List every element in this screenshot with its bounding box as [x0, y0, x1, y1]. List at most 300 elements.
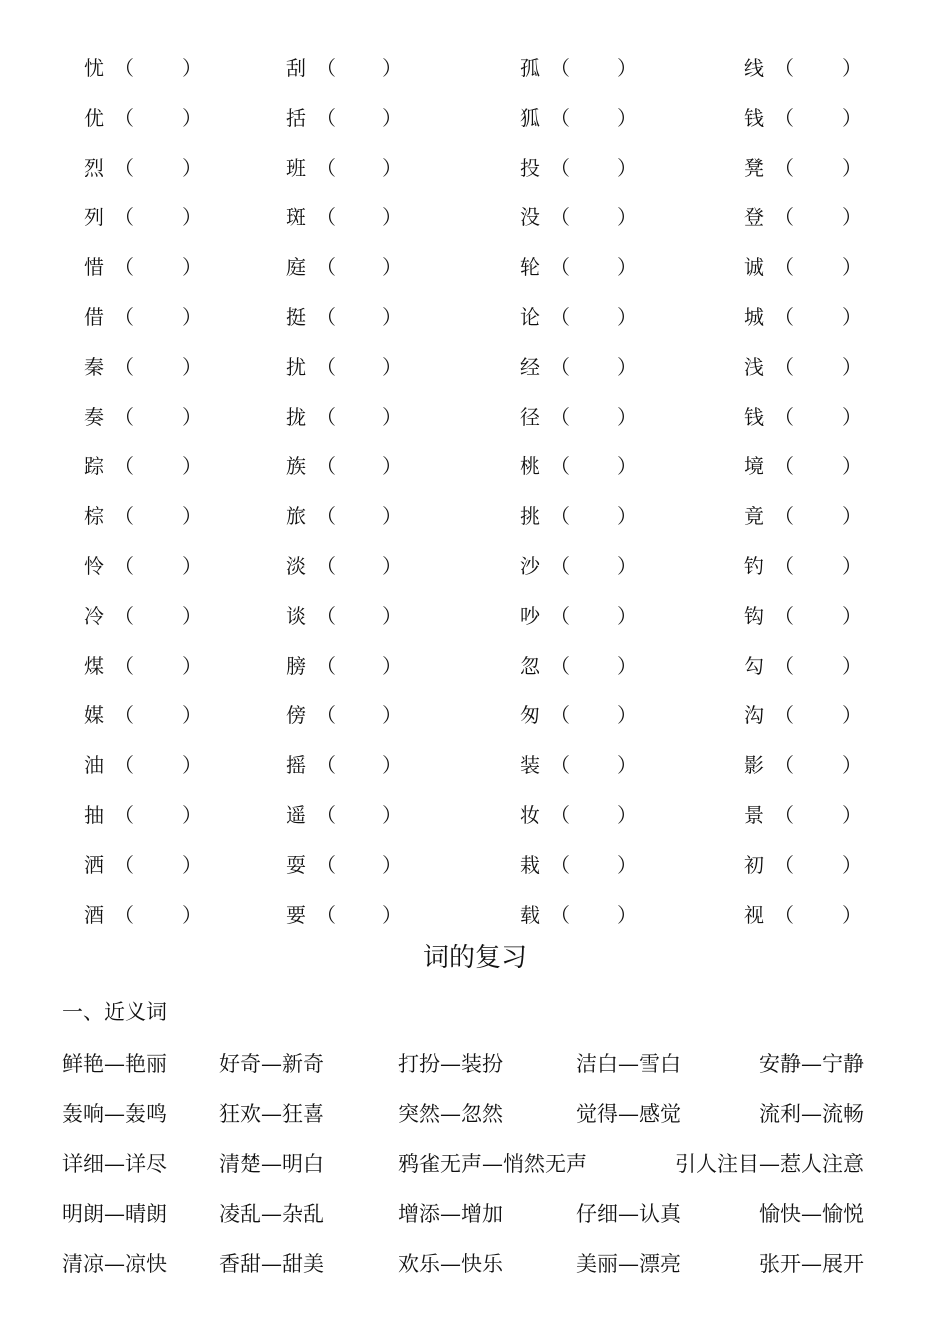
char-label: 秦	[84, 354, 104, 379]
char-blank-item	[520, 247, 720, 287]
paren-open: （	[774, 454, 794, 479]
paren-close: ）	[382, 653, 402, 678]
paren-close: ）	[842, 354, 862, 379]
char-blank-item	[286, 795, 486, 835]
char-blank-item	[520, 197, 720, 237]
char-label: 媒	[84, 703, 104, 728]
char-blank-item	[84, 48, 284, 88]
char-blank-item	[520, 397, 720, 437]
paren-close: ）	[182, 255, 202, 280]
char-row	[0, 247, 950, 287]
paren-close: ）	[617, 653, 637, 678]
char-blank-item	[520, 48, 720, 88]
char-label: 钱	[744, 404, 764, 429]
paren-open: （	[114, 603, 134, 628]
char-label: 影	[744, 753, 764, 778]
synonym-pair: 流利—流畅	[759, 1102, 864, 1126]
paren-open: （	[316, 753, 336, 778]
char-blank-item	[744, 397, 944, 437]
paren-open: （	[316, 56, 336, 80]
paren-close: ）	[617, 603, 637, 628]
paren-open: （	[774, 56, 794, 80]
paren-close: ）	[182, 852, 202, 877]
char-label: 惜	[84, 255, 104, 280]
paren-close: ）	[842, 803, 862, 827]
paren-open: （	[114, 155, 134, 180]
paren-close: ）	[842, 56, 862, 80]
synonym-pair: 打扮—装扮	[398, 1052, 503, 1076]
char-label: 装	[520, 753, 540, 778]
paren-open: （	[774, 603, 794, 628]
paren-open: （	[114, 852, 134, 877]
paren-open: （	[114, 803, 134, 827]
synonym-pair: 增添—增加	[398, 1202, 503, 1226]
synonym-pair: 鲜艳—艳丽	[62, 1052, 167, 1076]
char-blank-item	[744, 297, 944, 337]
paren-open: （	[316, 305, 336, 329]
char-label: 列	[84, 205, 104, 230]
paren-open: （	[114, 105, 134, 130]
paren-close: ）	[182, 305, 202, 329]
paren-close: ）	[842, 155, 862, 180]
paren-open: （	[550, 404, 570, 429]
char-label: 刮	[286, 56, 306, 80]
char-label: 孤	[520, 56, 540, 80]
char-blank-item	[84, 247, 284, 287]
char-row	[0, 845, 950, 885]
paren-close: ）	[842, 653, 862, 678]
char-label: 栽	[520, 852, 540, 877]
paren-close: ）	[382, 902, 402, 927]
char-label: 论	[520, 305, 540, 329]
char-label: 烈	[84, 155, 104, 180]
paren-open: （	[316, 852, 336, 877]
synonym-pair: 好奇—新奇	[219, 1052, 324, 1076]
char-blank-item	[286, 247, 486, 287]
char-label: 妆	[520, 803, 540, 827]
char-blank-item	[520, 496, 720, 536]
char-blank-item	[286, 297, 486, 337]
paren-open: （	[774, 753, 794, 778]
char-label: 没	[520, 205, 540, 230]
paren-close: ）	[382, 404, 402, 429]
char-row	[0, 446, 950, 486]
char-label: 洒	[84, 852, 104, 877]
paren-open: （	[550, 852, 570, 877]
paren-open: （	[316, 155, 336, 180]
char-label: 摇	[286, 753, 306, 778]
paren-open: （	[550, 255, 570, 280]
page-title: 词的复习	[422, 943, 527, 973]
paren-close: ）	[617, 404, 637, 429]
paren-close: ）	[842, 305, 862, 329]
paren-close: ）	[382, 56, 402, 80]
paren-open: （	[316, 653, 336, 678]
char-blank-item	[84, 98, 284, 138]
synonym-row	[0, 1194, 950, 1234]
paren-close: ）	[842, 703, 862, 728]
paren-open: （	[774, 205, 794, 230]
synonym-pair: 愉快—愉悦	[759, 1202, 864, 1226]
paren-close: ）	[617, 753, 637, 778]
paren-open: （	[550, 902, 570, 927]
paren-close: ）	[182, 753, 202, 778]
char-blank-item	[744, 745, 944, 785]
paren-close: ）	[382, 753, 402, 778]
char-blank-item	[286, 98, 486, 138]
synonym-pair: 美丽—漂亮	[576, 1252, 681, 1276]
paren-close: ）	[182, 554, 202, 578]
paren-close: ）	[617, 703, 637, 728]
char-label: 沙	[520, 554, 540, 578]
char-blank-item	[84, 446, 284, 486]
synonym-row	[0, 1244, 950, 1284]
char-blank-item	[744, 546, 944, 586]
char-blank-item	[84, 646, 284, 686]
char-label: 吵	[520, 603, 540, 628]
char-blank-item	[84, 197, 284, 237]
synonym-pair: 清楚—明白	[219, 1152, 324, 1176]
paren-open: （	[774, 155, 794, 180]
paren-close: ）	[382, 852, 402, 877]
char-blank-item	[744, 695, 944, 735]
char-blank-item	[744, 646, 944, 686]
paren-close: ）	[182, 155, 202, 180]
paren-open: （	[114, 205, 134, 230]
char-blank-item	[286, 895, 486, 935]
char-row	[0, 546, 950, 586]
paren-open: （	[114, 305, 134, 329]
synonym-pair: 突然—忽然	[398, 1102, 503, 1126]
char-blank-item	[744, 596, 944, 636]
char-label: 踪	[84, 454, 104, 479]
char-blank-item	[520, 297, 720, 337]
char-blank-item	[286, 48, 486, 88]
paren-close: ）	[382, 205, 402, 230]
paren-open: （	[316, 454, 336, 479]
char-label: 线	[744, 56, 764, 80]
paren-open: （	[550, 454, 570, 479]
char-label: 要	[286, 902, 306, 927]
char-blank-item	[286, 596, 486, 636]
char-blank-item	[744, 347, 944, 387]
synonym-pair: 明朗—晴朗	[62, 1202, 167, 1226]
char-row	[0, 596, 950, 636]
char-blank-item	[84, 148, 284, 188]
char-blank-item	[286, 546, 486, 586]
synonym-pair: 狂欢—狂喜	[219, 1102, 324, 1126]
paren-open: （	[550, 653, 570, 678]
paren-open: （	[774, 255, 794, 280]
char-blank-item	[520, 795, 720, 835]
paren-close: ）	[617, 354, 637, 379]
synonym-pair: 仔细—认真	[576, 1202, 681, 1226]
char-label: 怜	[84, 554, 104, 578]
synonym-row	[0, 1094, 950, 1134]
char-label: 谈	[286, 603, 306, 628]
char-label: 膀	[286, 653, 306, 678]
paren-close: ）	[182, 454, 202, 479]
char-label: 挑	[520, 504, 540, 529]
paren-open: （	[774, 504, 794, 529]
char-label: 括	[286, 105, 306, 130]
paren-close: ）	[617, 56, 637, 80]
synonym-pair: 张开—展开	[759, 1252, 864, 1276]
paren-close: ）	[382, 554, 402, 578]
paren-close: ）	[182, 205, 202, 230]
paren-close: ）	[617, 852, 637, 877]
paren-open: （	[774, 902, 794, 927]
char-blank-item	[520, 695, 720, 735]
char-label: 遥	[286, 803, 306, 827]
paren-close: ）	[842, 902, 862, 927]
char-blank-item	[520, 546, 720, 586]
paren-open: （	[316, 554, 336, 578]
paren-open: （	[316, 603, 336, 628]
char-blank-item	[286, 745, 486, 785]
char-label: 淡	[286, 554, 306, 578]
char-label: 挺	[286, 305, 306, 329]
char-label: 诚	[744, 255, 764, 280]
char-label: 庭	[286, 255, 306, 280]
paren-open: （	[550, 105, 570, 130]
paren-close: ）	[617, 155, 637, 180]
paren-open: （	[774, 852, 794, 877]
paren-open: （	[316, 105, 336, 130]
paren-close: ）	[842, 454, 862, 479]
paren-close: ）	[182, 703, 202, 728]
paren-open: （	[114, 504, 134, 529]
char-blank-item	[286, 197, 486, 237]
paren-close: ）	[842, 753, 862, 778]
paren-close: ）	[382, 703, 402, 728]
char-label: 棕	[84, 504, 104, 529]
char-blank-item	[84, 397, 284, 437]
char-row	[0, 795, 950, 835]
char-row	[0, 297, 950, 337]
paren-open: （	[550, 554, 570, 578]
char-blank-item	[744, 845, 944, 885]
paren-close: ）	[617, 105, 637, 130]
paren-close: ）	[182, 902, 202, 927]
paren-close: ）	[617, 255, 637, 280]
paren-open: （	[774, 703, 794, 728]
paren-open: （	[550, 603, 570, 628]
paren-close: ）	[842, 603, 862, 628]
char-label: 斑	[286, 205, 306, 230]
paren-close: ）	[182, 105, 202, 130]
paren-close: ）	[842, 852, 862, 877]
paren-open: （	[316, 354, 336, 379]
char-row	[0, 895, 950, 935]
paren-close: ）	[842, 105, 862, 130]
char-row	[0, 347, 950, 387]
char-label: 冷	[84, 603, 104, 628]
paren-open: （	[774, 354, 794, 379]
paren-close: ）	[382, 803, 402, 827]
char-blank-item	[286, 496, 486, 536]
synonym-pair: 轰响—轰鸣	[62, 1102, 167, 1126]
paren-open: （	[550, 504, 570, 529]
section-heading: 一、近义词	[62, 1000, 167, 1024]
paren-close: ）	[182, 404, 202, 429]
char-blank-item	[520, 347, 720, 387]
paren-close: ）	[617, 454, 637, 479]
paren-open: （	[774, 305, 794, 329]
char-label: 投	[520, 155, 540, 180]
char-label: 忽	[520, 653, 540, 678]
paren-close: ）	[617, 305, 637, 329]
paren-close: ）	[382, 454, 402, 479]
paren-open: （	[114, 653, 134, 678]
paren-close: ）	[382, 255, 402, 280]
char-row	[0, 646, 950, 686]
char-blank-item	[520, 646, 720, 686]
paren-close: ）	[182, 56, 202, 80]
char-blank-item	[84, 845, 284, 885]
char-blank-item	[744, 48, 944, 88]
paren-open: （	[774, 653, 794, 678]
char-label: 旅	[286, 504, 306, 529]
char-blank-item	[744, 496, 944, 536]
char-label: 轮	[520, 255, 540, 280]
char-label: 优	[84, 105, 104, 130]
paren-open: （	[114, 454, 134, 479]
char-label: 奏	[84, 404, 104, 429]
char-label: 经	[520, 354, 540, 379]
paren-close: ）	[182, 354, 202, 379]
paren-close: ）	[842, 404, 862, 429]
char-row	[0, 98, 950, 138]
paren-open: （	[550, 305, 570, 329]
paren-open: （	[114, 56, 134, 80]
char-blank-item	[520, 596, 720, 636]
char-blank-item	[84, 297, 284, 337]
synonym-pair: 鸦雀无声—悄然无声	[398, 1152, 587, 1176]
paren-open: （	[550, 56, 570, 80]
char-blank-item	[84, 546, 284, 586]
char-label: 抽	[84, 803, 104, 827]
paren-close: ）	[182, 603, 202, 628]
paren-open: （	[316, 255, 336, 280]
char-row	[0, 397, 950, 437]
char-blank-item	[84, 695, 284, 735]
synonym-pair: 觉得—感觉	[576, 1102, 681, 1126]
char-label: 油	[84, 753, 104, 778]
char-row	[0, 745, 950, 785]
char-row	[0, 197, 950, 237]
char-row	[0, 148, 950, 188]
char-row	[0, 496, 950, 536]
char-label: 匆	[520, 703, 540, 728]
char-label: 景	[744, 803, 764, 827]
char-blank-item	[84, 347, 284, 387]
char-label: 境	[744, 454, 764, 479]
synonym-pair: 引人注目—惹人注意	[675, 1152, 864, 1176]
paren-close: ）	[182, 504, 202, 529]
char-blank-item	[84, 496, 284, 536]
char-blank-item	[286, 347, 486, 387]
char-label: 凳	[744, 155, 764, 180]
synonym-row	[0, 1144, 950, 1184]
paren-open: （	[316, 404, 336, 429]
char-blank-item	[744, 197, 944, 237]
char-label: 竟	[744, 504, 764, 529]
paren-close: ）	[382, 603, 402, 628]
paren-open: （	[316, 902, 336, 927]
char-blank-item	[84, 795, 284, 835]
paren-close: ）	[842, 255, 862, 280]
char-blank-item	[744, 247, 944, 287]
synonym-row	[0, 1044, 950, 1084]
paren-open: （	[774, 105, 794, 130]
paren-open: （	[114, 354, 134, 379]
char-blank-item	[744, 148, 944, 188]
paren-open: （	[114, 902, 134, 927]
paren-open: （	[774, 803, 794, 827]
char-blank-item	[520, 745, 720, 785]
synonym-pair: 洁白—雪白	[576, 1052, 681, 1076]
paren-open: （	[114, 255, 134, 280]
paren-open: （	[114, 703, 134, 728]
char-label: 借	[84, 305, 104, 329]
paren-open: （	[774, 404, 794, 429]
char-label: 傍	[286, 703, 306, 728]
char-label: 钱	[744, 105, 764, 130]
char-blank-item	[84, 745, 284, 785]
paren-open: （	[114, 404, 134, 429]
char-label: 桃	[520, 454, 540, 479]
char-blank-item	[286, 646, 486, 686]
paren-open: （	[316, 205, 336, 230]
synonym-pair: 清凉—凉快	[62, 1252, 167, 1276]
paren-open: （	[114, 554, 134, 578]
synonym-pair: 安静—宁静	[759, 1052, 864, 1076]
paren-close: ）	[382, 305, 402, 329]
paren-open: （	[774, 554, 794, 578]
paren-open: （	[550, 155, 570, 180]
char-label: 族	[286, 454, 306, 479]
char-label: 狐	[520, 105, 540, 130]
char-blank-item	[286, 148, 486, 188]
char-blank-item	[744, 446, 944, 486]
char-blank-item	[520, 98, 720, 138]
char-label: 勾	[744, 653, 764, 678]
char-label: 城	[744, 305, 764, 329]
char-blank-item	[286, 446, 486, 486]
char-blank-item	[84, 895, 284, 935]
char-label: 钓	[744, 554, 764, 578]
char-blank-item	[744, 895, 944, 935]
char-blank-item	[520, 895, 720, 935]
char-blank-item	[286, 845, 486, 885]
char-label: 耍	[286, 852, 306, 877]
paren-close: ）	[617, 205, 637, 230]
synonym-pair: 香甜—甜美	[219, 1252, 324, 1276]
synonym-pair: 详细—详尽	[62, 1152, 167, 1176]
paren-open: （	[550, 205, 570, 230]
char-label: 浅	[744, 354, 764, 379]
paren-close: ）	[182, 803, 202, 827]
char-label: 登	[744, 205, 764, 230]
char-label: 初	[744, 852, 764, 877]
char-label: 扰	[286, 354, 306, 379]
paren-close: ）	[182, 653, 202, 678]
char-blank-item	[744, 98, 944, 138]
paren-close: ）	[617, 803, 637, 827]
paren-close: ）	[842, 205, 862, 230]
char-row	[0, 48, 950, 88]
